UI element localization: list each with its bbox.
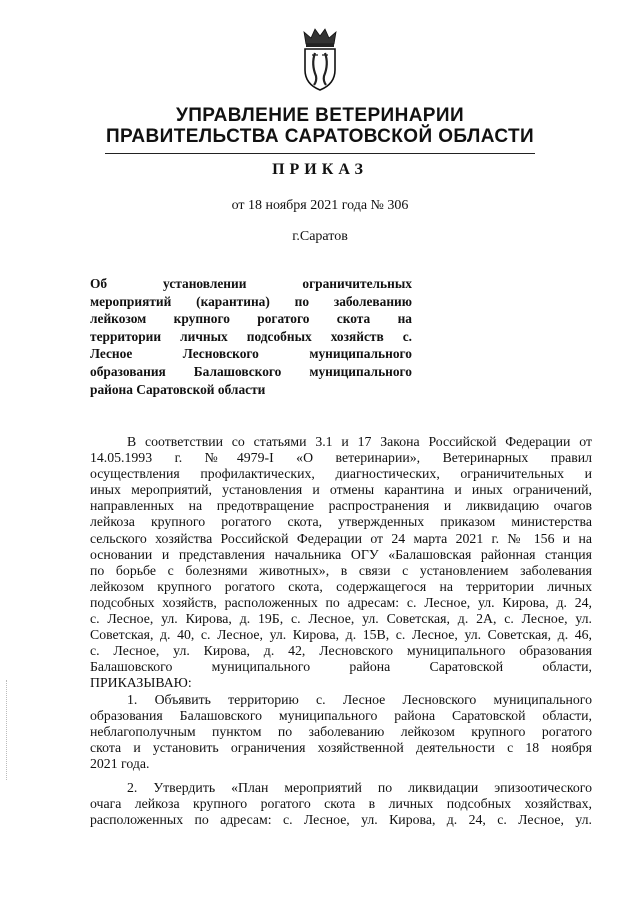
organization-name-line2: ПРАВИТЕЛЬСТВА САРАТОВСКОЙ ОБЛАСТИ (105, 126, 535, 147)
subject-line: мероприятий (карантина) по заболеванию (90, 293, 412, 309)
body-line: иных мероприятий, установления и отмены карантина и иных ограничений, (90, 482, 592, 498)
item-1-line: скота и установить ограничения хозяйственной деятельности с 18 ноября (90, 739, 592, 755)
body-line: с. Лесное, ул. Кирова, д. 42, Лесновского муниципального образования (90, 643, 592, 659)
body-line: сельского хозяйства Российской Федерации от 24 марта 2021 г. № 156 и на (90, 530, 592, 546)
scan-margin-marks (6, 680, 9, 780)
header-divider (105, 153, 535, 154)
item-2-line: очага лейкоза крупного рогатого скота в личных подсобных хозяйствах, (90, 796, 592, 812)
body-line: 14.05.1993 г. №4979-I «О ветеринарии», Ветеринарных правил (90, 450, 592, 466)
body-line: направленных на предотвращение распространения и ликвидацию очагов (90, 498, 592, 514)
body-line: лейкоза крупного рогатого скота, утвержденных приказом министерства (90, 514, 592, 530)
item-1-line: 1. Объявить территорию с. Лесное Лесновского муниципального (127, 691, 592, 707)
city: г.Саратов (292, 229, 348, 244)
body-line: В соответствии со статьями 3.1 и 17 Закона Российской Федерации от (127, 434, 592, 449)
subject-line: Об установлении ограничительных (90, 276, 412, 291)
order-word: ПРИКАЗЫВАЮ: (90, 675, 192, 691)
item-2-line: расположенных по адресам: с. Лесное, ул. Кирова, д. 24, с. Лесное, ул. (90, 812, 592, 828)
subject-line: территории личных подсобных хозяйств с. (90, 328, 412, 344)
date-number: от 18 ноября 2021 года № 306 (231, 198, 409, 213)
organization-name-line1: УПРАВЛЕНИЕ ВЕТЕРИНАРИИ (175, 105, 464, 126)
body-line: по борьбе с болезнями животных», в связи с установлением заболевания (90, 562, 592, 578)
body-line: с. Лесное, ул. Кирова, д. 19Б, с. Лесное, ул. Советская, д. 2А, с. Лесное, ул. (90, 611, 592, 627)
item-1-line: 2021 года. (90, 755, 150, 771)
subject-block (90, 275, 412, 398)
body-line: основании и представления начальника ОГУ «Балашовская районная станция (90, 546, 592, 562)
body-line: подсобных хозяйств, расположенных по адресам: с. Лесное, ул. Кирова, д. 24, (90, 594, 592, 610)
body-line: осуществления профилактических, диагностических, ограничительных и (90, 466, 592, 482)
body-line: Балашовского муниципального района Саратовской области, (90, 659, 592, 675)
subject-line: района Саратовской области (90, 381, 266, 397)
subject-line: Лесное Лесновского муниципального (90, 346, 412, 362)
item-1-line: образования Балашовского муниципального района Саратовской области, (90, 707, 592, 723)
body-text (90, 434, 592, 828)
item-1-line: неблагополучным пунктом по заболеванию лейкозом крупного рогатого (90, 723, 592, 739)
body-line: Советская, д. 40, с. Лесное, ул. Кирова, д. 15В, с. Лесное, ул. Советская, д. 46, (90, 627, 592, 643)
subject-line: образования Балашовского муниципального (90, 363, 412, 379)
item-2-line: 2. Утвердить «План мероприятий по ликвидации эпизоотического (127, 779, 592, 795)
body-line: лейкозом крупного рогатого скота, содержащегося на территории личных (90, 578, 592, 594)
subject-line: лейкозом крупного рогатого скота на (90, 311, 412, 327)
document-type: ПРИКАЗ (272, 161, 368, 178)
saratov-coat-of-arms-icon (298, 26, 342, 92)
